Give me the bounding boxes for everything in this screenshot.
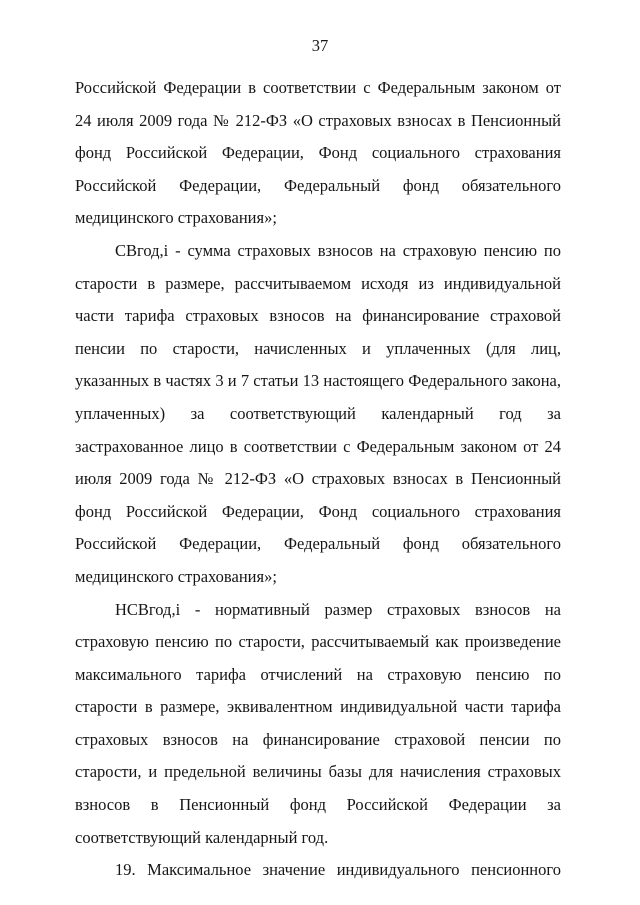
page-number: 37 bbox=[311, 36, 329, 55]
document-body bbox=[75, 72, 561, 887]
paragraph-item-19: 19. Максимальное значение индивидуального пенсионного bbox=[115, 860, 561, 880]
paragraph-svgod-definition: СВгод,i - сумма страховых взносов на страховую пенсию по старости в размере, рассчитываемом исходя из индивидуальной части тарифа страховых взносов на финансирование страховой пенсии по старости, начисленных и уплаченных (для лиц, указанных в частях 3 и 7 статьи 13 настоящего Федерального закона, уплаченных) за соответствующий календарный год за застрахованное лицо в соответствии с Федеральным законом от 24 июля 2009 года № 212-ФЗ «О страховых взносах в Пенсионный фонд Российской Федерации, Фонд социального страхования Российской Федерации, Федеральный фонд обязательного медицинского страхования»; bbox=[75, 240, 561, 586]
paragraph-nsvgod-definition: НСВгод,i - нормативный размер страховых взносов на страховую пенсию по старости, рассчитываемый как произведение максимального тарифа отчислений на страховую пенсию по старости в размере, эквивалентном индивидуальной части тарифа страховых взносов на финансирование страховой пенсии по старости, и предельной величины базы для начисления страховых взносов в Пенсионный фонд Российской Федерации за соответствующий календарный год. bbox=[75, 599, 561, 847]
paragraph-continuation: Российской Федерации в соответствии с Федеральным законом от 24 июля 2009 года № 212-ФЗ «О страховых взносах в Пенсионный фонд Российской Федерации, Фонд социального страхования Российской Федерации, Федеральный фонд обязательного медицинского страхования»; bbox=[75, 78, 561, 228]
